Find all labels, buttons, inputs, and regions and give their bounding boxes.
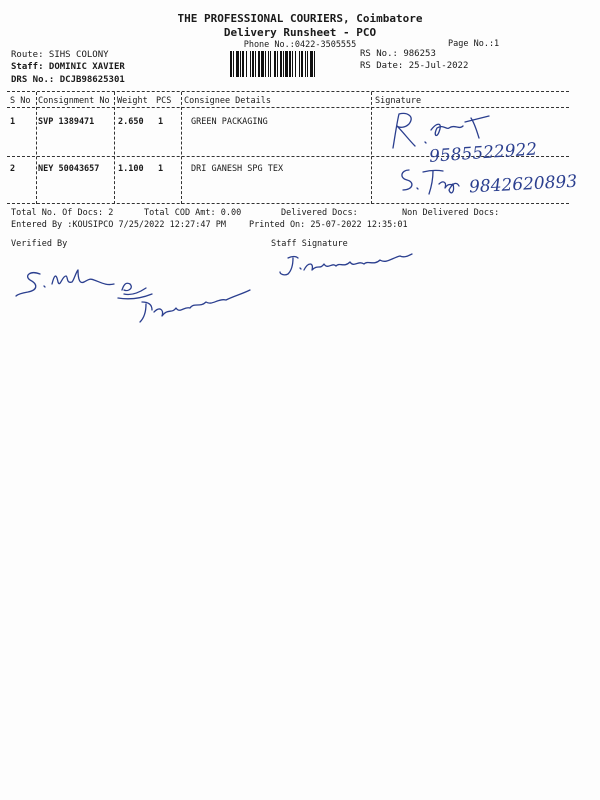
delivered-docs: Delivered Docs: [281, 208, 358, 218]
receiver-signature-1 [385, 108, 575, 167]
column-divider [36, 92, 37, 204]
row-pcs: 1 [158, 164, 164, 174]
table-top-rule [7, 91, 569, 92]
row-sno: 1 [10, 117, 16, 127]
company-title: THE PROFESSIONAL COURIERS, Coimbatore [177, 12, 423, 25]
rs-date: RS Date: 25-Jul-2022 [360, 61, 469, 71]
entered-by: Entered By :KOUSIPCO 7/25/2022 12:27:47 PM [11, 220, 226, 230]
table-bottom-rule [7, 203, 569, 204]
runsheet-subtitle: Delivery Runsheet - PCO [223, 26, 377, 39]
row-pcs: 1 [158, 117, 164, 127]
header-weight: Weight [117, 96, 148, 106]
printed-on: Printed On: 25-07-2022 12:35:01 [249, 220, 408, 230]
staff-label: Staff: DOMINIC XAVIER [11, 62, 125, 72]
rs-number: RS No.: 986253 [360, 49, 436, 59]
page-number: Page No.:1 [448, 39, 500, 49]
verified-by-label: Verified By [11, 239, 68, 249]
non-delivered-docs: Non Delivered Docs: [402, 208, 500, 218]
drs-number: DRS No.: DCJB98625301 [11, 75, 125, 85]
staff-signature-label: Staff Signature [271, 239, 348, 249]
column-divider [371, 92, 372, 204]
barcode-icon [230, 51, 344, 77]
row-sno: 2 [10, 164, 16, 174]
column-divider [114, 92, 115, 204]
receiver-phone-2: 9842620893 [468, 171, 578, 198]
staff-signature [274, 250, 414, 282]
route-label: Route: SIHS COLONY [11, 50, 109, 60]
row-weight: 1.100 [118, 164, 144, 174]
verifier-signature [14, 262, 264, 334]
column-divider [181, 92, 182, 204]
row-consignment: SVP 1389471 [38, 117, 95, 127]
row-consignee: GREEN PACKAGING [191, 117, 268, 127]
header-sno: S No [10, 96, 31, 106]
total-cod: Total COD Amt: 0.00 [144, 208, 242, 218]
header-pcs: PCS [156, 96, 172, 106]
receiver-signature-2 [395, 160, 578, 200]
phone-number: Phone No.:0422-3505555 [243, 40, 357, 50]
header-consignment: Consignment No [38, 96, 110, 106]
header-signature: Signature [375, 96, 422, 106]
row-consignee: DRI GANESH SPG TEX [191, 164, 284, 174]
receiver-phone-1: 9585522922 [428, 139, 538, 167]
row-weight: 2.650 [118, 117, 144, 127]
row-consignment: NEY 50043657 [38, 164, 100, 174]
total-docs: Total No. Of Docs: 2 [11, 208, 114, 218]
header-consignee: Consignee Details [184, 96, 271, 106]
